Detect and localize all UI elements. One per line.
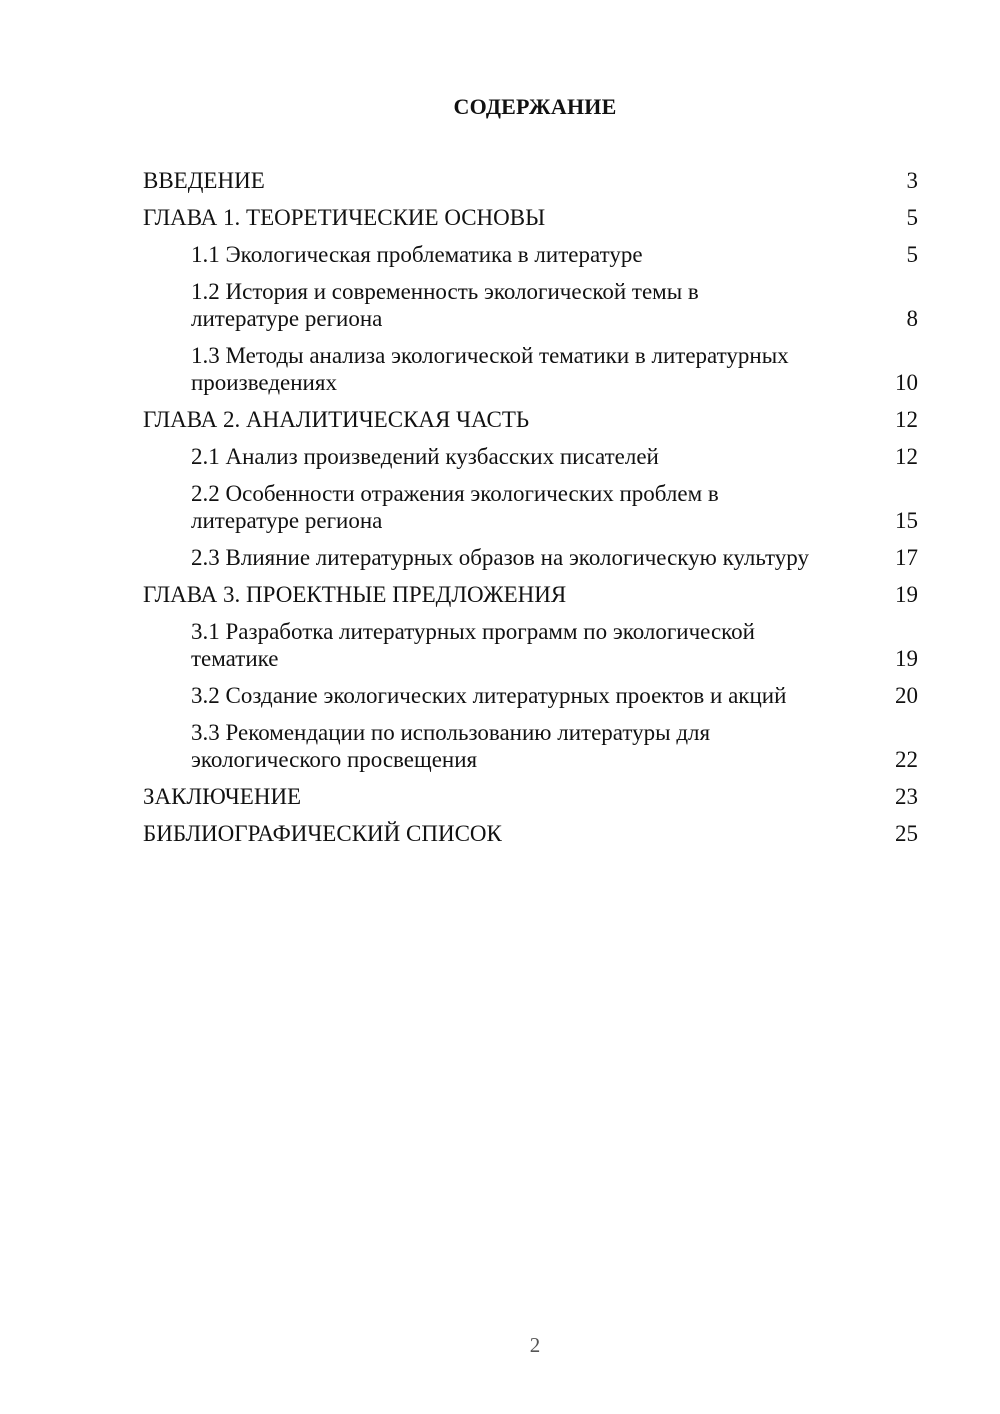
toc-entry-page: 10 bbox=[895, 370, 918, 395]
toc-entry-label: 3.2 Создание экологических литературных проектов и акций bbox=[191, 683, 787, 708]
toc-entry-page: 8 bbox=[906, 306, 918, 331]
toc-entry-introduction[interactable] bbox=[143, 167, 918, 194]
toc-entry-label: ВВЕДЕНИЕ bbox=[143, 168, 265, 193]
toc-entry-bibliography[interactable] bbox=[143, 820, 918, 847]
toc-entry-label: ЗАКЛЮЧЕНИЕ bbox=[143, 784, 302, 809]
toc-entry-page: 23 bbox=[895, 784, 918, 809]
toc-entry-chapter-1[interactable] bbox=[143, 204, 918, 231]
toc-entry-label: 1.1 Экологическая проблематика в литературе bbox=[191, 242, 643, 267]
toc-entry-section-1-2[interactable] bbox=[143, 278, 918, 332]
toc-entry-chapter-3[interactable] bbox=[143, 581, 918, 608]
toc-entry-page: 19 bbox=[895, 582, 918, 607]
toc-entry-page: 17 bbox=[895, 545, 918, 570]
toc-entry-label: 2.2 Особенности отражения экологических проблем в литературе региона bbox=[191, 481, 719, 533]
toc-entry-page: 5 bbox=[906, 205, 918, 230]
toc-entry-label: 2.1 Анализ произведений кузбасских писателей bbox=[191, 444, 659, 469]
toc-entry-label: БИБЛИОГРАФИЧЕСКИЙ СПИСОК bbox=[143, 821, 502, 846]
toc-entry-label: 3.3 Рекомендации по использованию литературы для экологического просвещения bbox=[191, 720, 711, 772]
table-of-contents bbox=[143, 167, 918, 857]
toc-entry-page: 12 bbox=[895, 407, 918, 432]
toc-entry-label: ГЛАВА 3. ПРОЕКТНЫЕ ПРЕДЛОЖЕНИЯ bbox=[143, 582, 567, 607]
toc-entry-label: 1.2 История и современность экологической темы в литературе региона bbox=[191, 279, 699, 331]
toc-entry-chapter-2[interactable] bbox=[143, 406, 918, 433]
toc-entry-section-1-1[interactable] bbox=[143, 241, 918, 268]
toc-entry-page: 20 bbox=[895, 683, 918, 708]
page-number: 2 bbox=[529, 1333, 541, 1357]
toc-entry-label: 3.1 Разработка литературных программ по экологической тематике bbox=[191, 619, 755, 671]
toc-entry-label: ГЛАВА 1. ТЕОРЕТИЧЕСКИЕ ОСНОВЫ bbox=[143, 205, 546, 230]
toc-title: СОДЕРЖАНИЕ bbox=[453, 94, 617, 119]
toc-entry-page: 12 bbox=[895, 444, 918, 469]
toc-entry-conclusion[interactable] bbox=[143, 783, 918, 810]
toc-entry-section-3-2[interactable] bbox=[143, 682, 918, 709]
toc-entry-page: 25 bbox=[895, 821, 918, 846]
toc-entry-label: 1.3 Методы анализа экологической тематики в литературных произведениях bbox=[191, 343, 789, 395]
toc-entry-section-3-1[interactable] bbox=[143, 618, 918, 672]
toc-entry-label: ГЛАВА 2. АНАЛИТИЧЕСКАЯ ЧАСТЬ bbox=[143, 407, 530, 432]
toc-entry-section-1-3[interactable] bbox=[143, 342, 918, 396]
toc-entry-section-2-1[interactable] bbox=[143, 443, 918, 470]
toc-entry-section-2-3[interactable] bbox=[143, 544, 918, 571]
toc-entry-section-3-3[interactable] bbox=[143, 719, 918, 773]
toc-entry-page: 22 bbox=[895, 747, 918, 772]
toc-entry-page: 3 bbox=[906, 168, 918, 193]
toc-entry-page: 5 bbox=[906, 242, 918, 267]
toc-entry-page: 19 bbox=[895, 646, 918, 671]
toc-entry-page: 15 bbox=[895, 508, 918, 533]
toc-entry-section-2-2[interactable] bbox=[143, 480, 918, 534]
toc-entry-label: 2.3 Влияние литературных образов на экологическую культуру bbox=[191, 545, 809, 570]
